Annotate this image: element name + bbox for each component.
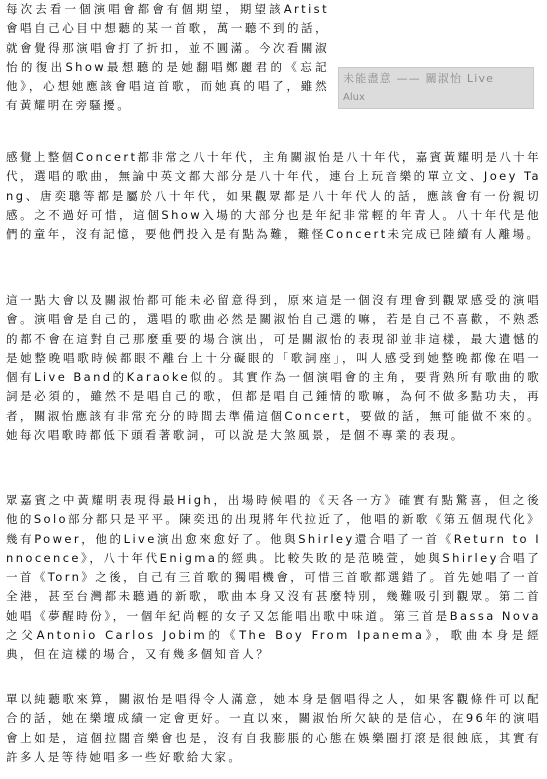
- paragraph-4: 眾嘉賓之中黃耀明表現得最High，出場時候唱的《天各一方》確實有點驚喜，但之後他的Solo部分都只是平平。陳奕迅的出現將年代拉近了，他唱的新歌《第五個現代化》幾有Power，他的Live演出愈來愈好了。他與Shirley還合唱了一首《Return to Innocence》，八十年代Enigma的經典。比較失敗的是范曉萱，她與Shirley合唱了一首《Torn》之後，自己有三首歌的獨唱機會，可惜三首歌都選錯了。首先她唱了一首全港，甚至台灣都未聽過的新歌，歌曲本身又沒有甚麼特別，幾難吸引到觀眾。第二首她唱《夢醒時份》，一個年紀尚輕的女子又怎能唱出歌中味道。第三首是Bassa Nova之父Antonio Carlos Jobim的《The Boy From Ipanema》，歌曲本身是經典，但在這樣的場合，又有幾多個知音人？: [6, 493, 541, 662]
- caption-title: 未能盡意 —— 關淑怡 Live: [343, 72, 495, 85]
- photo-caption-box: [338, 67, 534, 109]
- paragraph-3: 這一點大會以及關淑怡都可能未必留意得到，原來這是一個沒有理會到觀眾感受的演唱會。演唱會是自己的，選唱的歌曲必然是關淑怡自己選的嘛，若是自己不喜歡，不熟悉的都不會在這對自己那麼重要的場合演出，可是關淑怡的表現卻並非這樣，最大遺憾的是她整晚唱歌時候都眼不離台上十分礙眼的「歌詞座」，叫人感受到她整晚都像在唱一個有Live Band的Karaoke似的。其實作為一個演唱會的主角，要背熟所有歌曲的歌詞是必須的，雖然不是唱自己的歌，但都是唱自己鍾情的歌嘛，為何不做多點功夫，再者，關淑怡應該有非常充分的時間去準備這個Concert，要做的話，無可能做不來的。她每次唱歌時都低下頭看著歌詞，可以說是大煞風景，是個不專業的表現。: [6, 293, 541, 443]
- paragraph-1: 每次去看一個演唱會都會有個期望，期望該Artist會唱自己心目中想聽的某一首歌，萬一聽不到的話，就會覺得那演唱會打了折扣，並不圓滿。今次看關淑怡的復出Show最想聽的是她翻唱鄭麗君的《忘記他》，心想她應該會唱這首歌，而她真的唱了，雖然有黃耀明在旁騷擾。: [6, 2, 329, 113]
- paragraph-5: 單以純聽歌來算，關淑怡是唱得令人滿意，她本身是個唱得之人，如果客觀條件可以配合的話，她在樂壇成績一定會更好。一直以來，關淑怡所欠缺的是信心，在96年的演唱會上如是，這個拉闊音樂會也是，沒有自我膨脹的心態在娛樂圈打滾是很蝕底，其實有許多人是等待她唱多一些好歌給大家。: [6, 692, 541, 764]
- caption-author: Alux: [343, 92, 365, 103]
- paragraph-2: 感覺上整個Concert都非常之八十年代，主角關淑怡是八十年代，嘉賓黃耀明是八十年代，選唱的歌曲，無論中英文都大部分是八十年代，連台上玩音樂的單立文、Joey Tang、唐奕聰等都是屬於八十年代，如果觀眾都是八十年代人的話，應該會有一份親切感。之不過好可惜，這個Show入場的大部分也是年紀非常輕的年青人。八十年代是他們的童年，沒有記憶，要他們投入是有點為難，難怪Concert未完成已陸續有人離場。: [6, 150, 541, 242]
